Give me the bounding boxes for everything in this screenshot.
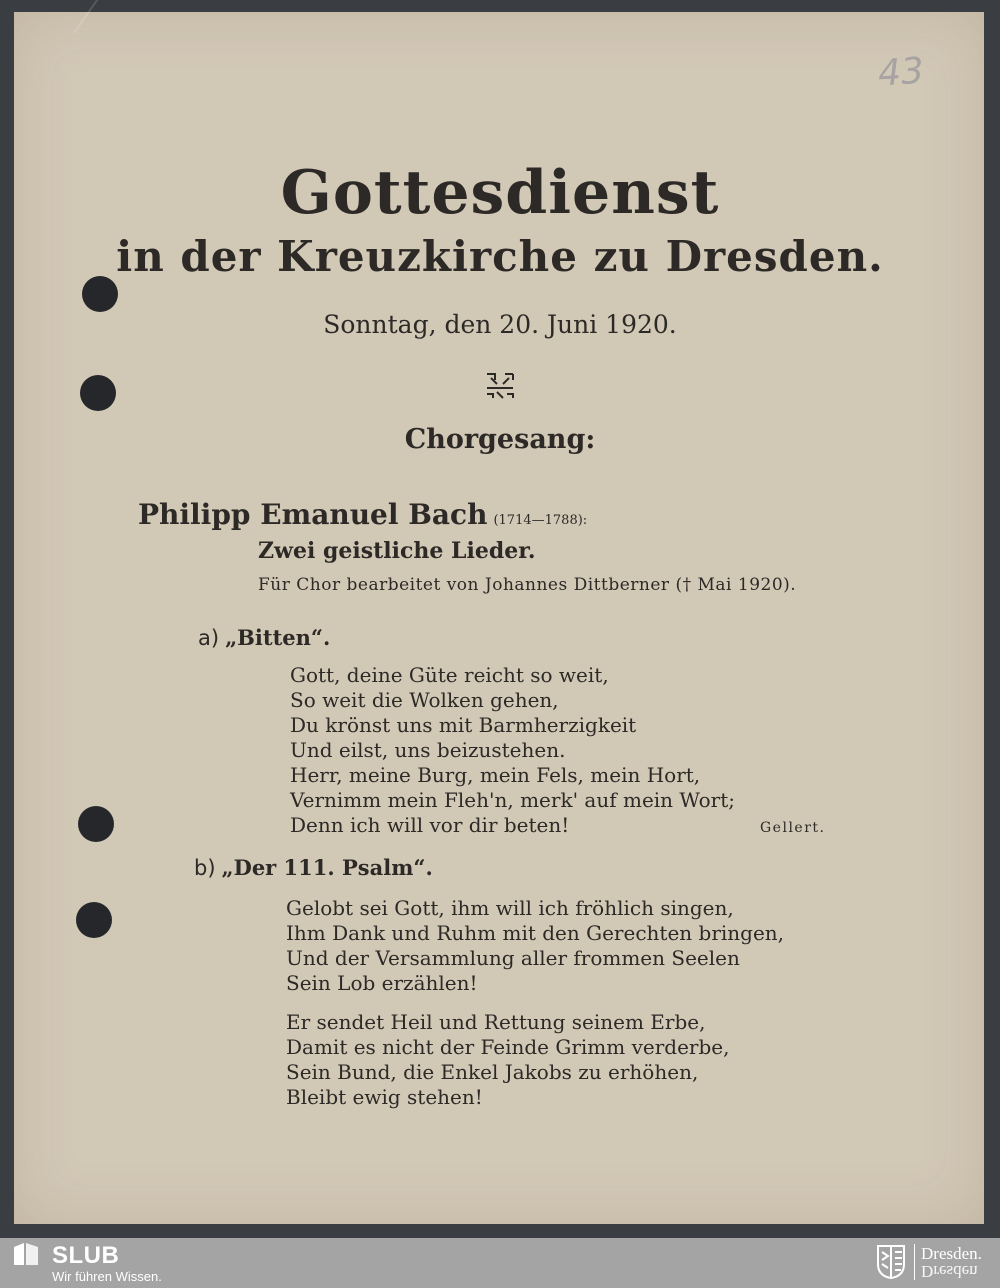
city-name-mirror: Dresden: [921, 1262, 978, 1281]
work-title: Zwei geistliche Lieder.: [258, 538, 536, 564]
document-title: Gottesdienst: [280, 158, 720, 228]
piece-b-title: „Der 111. Psalm“.: [221, 855, 433, 880]
composer-line: [138, 498, 587, 531]
verse-line: Du krönst uns mit Barmherzigkeit: [290, 713, 637, 737]
verse-line: Gelobt sei Gott, ihm will ich fröhlich singen,: [286, 896, 734, 920]
city-name[interactable]: Dresden.: [921, 1244, 982, 1263]
verse-line: Und eilst, uns beizustehen.: [290, 738, 566, 762]
section-heading: Chorgesang:: [404, 424, 596, 455]
paper-fold-line: [73, 0, 224, 34]
verse-line: Bleibt ewig stehen!: [286, 1085, 483, 1109]
service-date: Sonntag, den 20. Juni 1920.: [323, 310, 677, 339]
library-tagline: Wir führen Wissen.: [52, 1269, 162, 1284]
piece-a-verse: [290, 663, 735, 838]
arranger-note: Für Chor bearbeitet von Johannes Dittberner († Mai 1920).: [258, 575, 797, 595]
composer-years: (1714—1788):: [493, 513, 588, 528]
slub-logo-icon[interactable]: [12, 1241, 40, 1267]
punch-hole: [82, 276, 118, 312]
verse-line: Gott, deine Güte reicht so weit,: [290, 663, 609, 687]
verse-line: Ihm Dank und Ruhm mit den Gerechten bringen,: [286, 921, 785, 945]
verse-line: Herr, meine Burg, mein Fels, mein Hort,: [290, 763, 701, 787]
verse-line: Sein Lob erzählen!: [286, 971, 478, 995]
piece-a-heading: [198, 625, 330, 650]
footer-bar: [0, 1238, 1000, 1288]
dresden-coat-of-arms-icon[interactable]: [876, 1244, 906, 1280]
piece-a-title: „Bitten“.: [225, 625, 331, 650]
piece-b-heading: [194, 855, 433, 880]
verse-line: Denn ich will vor dir beten!: [290, 813, 570, 837]
ornament-icon: [483, 370, 517, 402]
verse-line: Sein Bund, die Enkel Jakobs zu erhöhen,: [286, 1060, 699, 1084]
verse-line: Und der Versammlung aller frommen Seelen: [286, 946, 740, 970]
poet-name: Gellert.: [760, 820, 826, 836]
archive-number: 43: [876, 50, 926, 95]
punch-hole: [80, 375, 116, 411]
piece-a-label: a): [198, 626, 220, 650]
composer-name: Philipp Emanuel Bach: [138, 498, 488, 531]
punch-hole: [78, 806, 114, 842]
piece-b-stanza-2: [286, 1010, 730, 1110]
footer-separator: [914, 1244, 915, 1280]
verse-line: Er sendet Heil und Rettung seinem Erbe,: [286, 1010, 706, 1034]
verse-line: So weit die Wolken gehen,: [290, 688, 559, 712]
library-name[interactable]: SLUB: [52, 1242, 120, 1269]
piece-b-stanza-1: [286, 896, 784, 996]
verse-line: Vernimm mein Fleh'n, merk' auf mein Wort;: [290, 788, 735, 812]
verse-line: Damit es nicht der Feinde Grimm verderbe,: [286, 1035, 730, 1059]
document-subtitle: in der Kreuzkirche zu Dresden.: [116, 232, 884, 281]
punch-hole: [76, 902, 112, 938]
piece-b-label: b): [194, 856, 216, 880]
